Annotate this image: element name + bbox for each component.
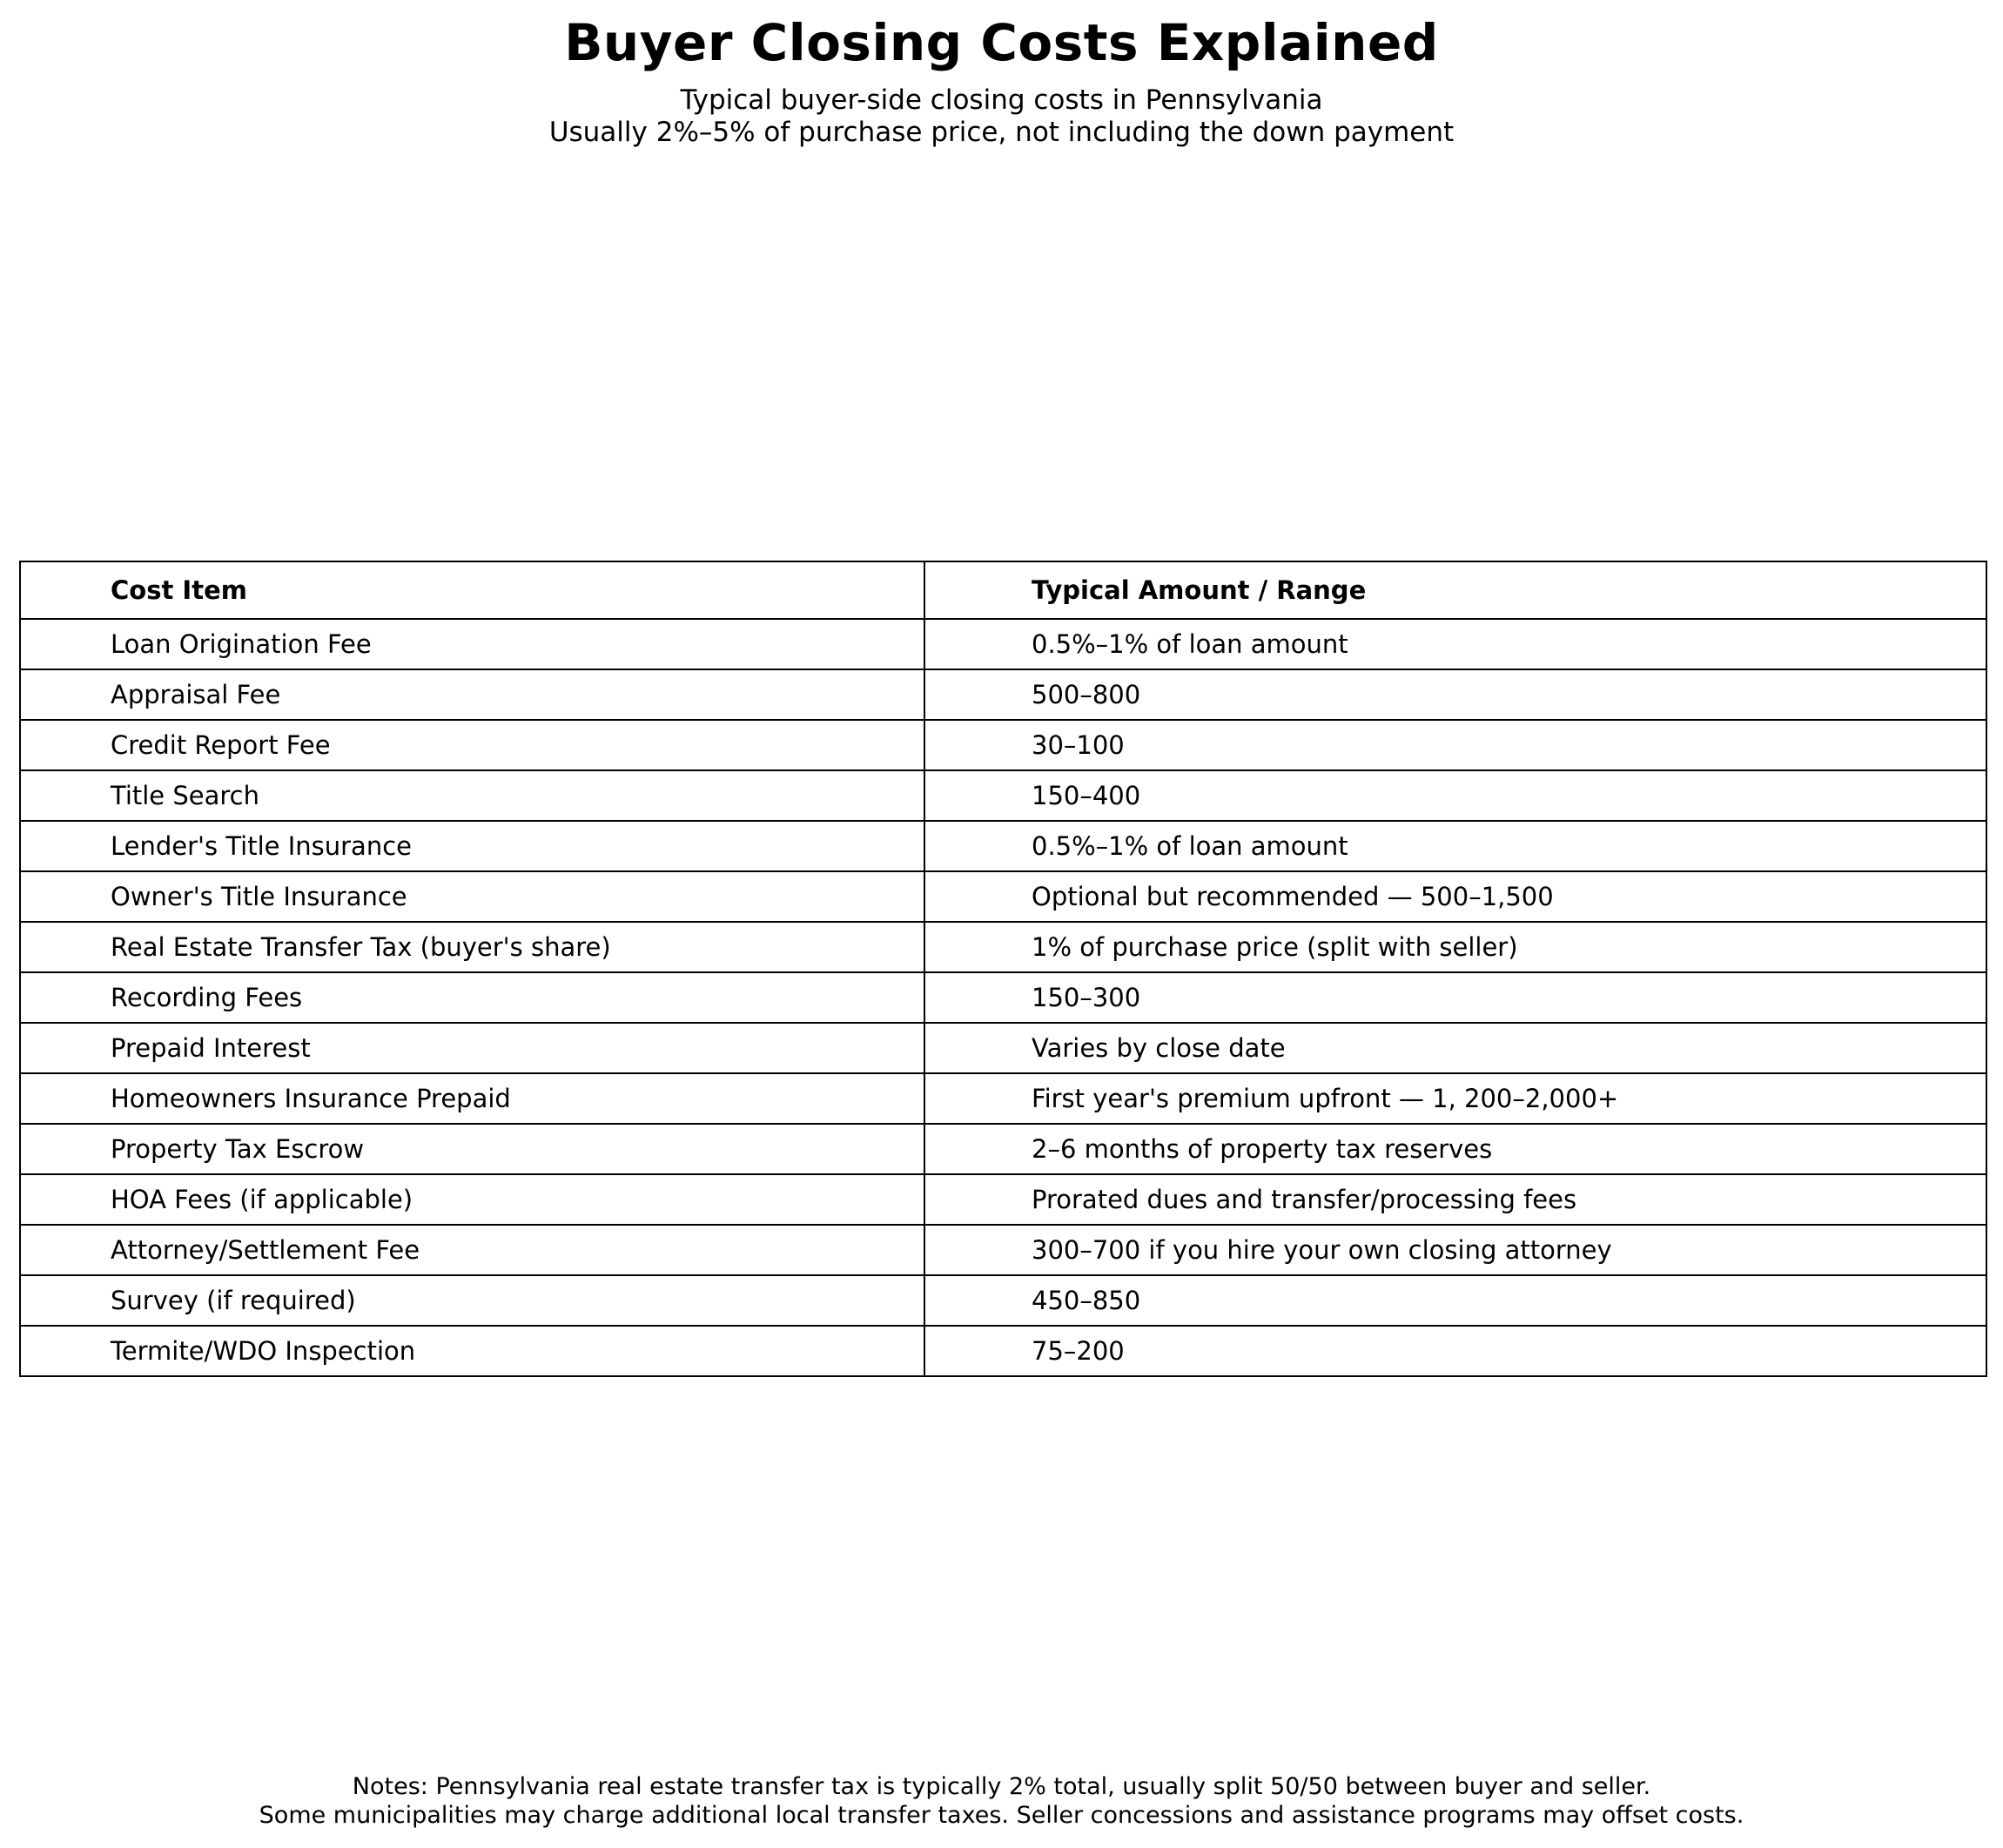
cost-item-cell: Lender's Title Insurance: [20, 821, 924, 871]
typical-amount-cell: 500–800: [924, 669, 1986, 720]
table-row: [20, 770, 1986, 821]
cost-item-cell: Credit Report Fee: [20, 720, 924, 770]
typical-amount-cell: Prorated dues and transfer/processing fees: [924, 1174, 1986, 1225]
table-row: [20, 1073, 1986, 1124]
table-row: [20, 871, 1986, 922]
notes-line-2: Some municipalities may charge additional local transfer taxes. Seller concessions and assistance programs may offset costs.: [259, 1802, 1744, 1829]
typical-amount-cell: 30–100: [924, 720, 1986, 770]
cost-item-cell: Real Estate Transfer Tax (buyer's share): [20, 922, 924, 972]
subtitle-line-2: Usually 2%–5% of purchase price, not including the down payment: [548, 117, 1455, 148]
typical-amount-cell: 2–6 months of property tax reserves: [924, 1124, 1986, 1174]
closing-costs-table: [19, 561, 1987, 1377]
table-row: [20, 821, 1986, 871]
typical-amount-cell: Varies by close date: [924, 1023, 1986, 1073]
cost-item-cell: Title Search: [20, 770, 924, 821]
typical-amount-cell: Optional but recommended — 500–1,500: [924, 871, 1986, 922]
cost-item-cell: Recording Fees: [20, 972, 924, 1023]
cost-item-cell: Prepaid Interest: [20, 1023, 924, 1073]
cost-item-cell: Owner's Title Insurance: [20, 871, 924, 922]
typical-amount-cell: 1% of purchase price (split with seller): [924, 922, 1986, 972]
table-row: [20, 972, 1986, 1023]
cost-item-cell: Homeowners Insurance Prepaid: [20, 1073, 924, 1124]
typical-amount-cell: 75–200: [924, 1326, 1986, 1376]
table-row: [20, 922, 1986, 972]
cost-item-cell: Property Tax Escrow: [20, 1124, 924, 1174]
chart-title: Buyer Closing Costs Explained: [564, 13, 1439, 72]
cost-item-cell: Appraisal Fee: [20, 669, 924, 720]
table-row: [20, 1225, 1986, 1275]
typical-amount-cell: 150–300: [924, 972, 1986, 1023]
table-row: [20, 619, 1986, 669]
cost-item-cell: HOA Fees (if applicable): [20, 1174, 924, 1225]
cost-item-cell: Loan Origination Fee: [20, 619, 924, 669]
typical-amount-cell: First year's premium upfront — 1, 200–2,000+: [924, 1073, 1986, 1124]
subtitle-line-1: Typical buyer-side closing costs in Pennsylvania: [680, 84, 1323, 116]
table-body: [20, 619, 1986, 1376]
header-typical-amount: Typical Amount / Range: [924, 561, 1986, 619]
cost-item-cell: Attorney/Settlement Fee: [20, 1225, 924, 1275]
table-row: [20, 669, 1986, 720]
table-row: [20, 1023, 1986, 1073]
header-row: [20, 561, 1986, 619]
table-row: [20, 1124, 1986, 1174]
cost-item-cell: Termite/WDO Inspection: [20, 1326, 924, 1376]
typical-amount-cell: 0.5%–1% of loan amount: [924, 821, 1986, 871]
table-row: [20, 720, 1986, 770]
table-row: [20, 1326, 1986, 1376]
cost-item-cell: Survey (if required): [20, 1275, 924, 1326]
typical-amount-cell: 450–850: [924, 1275, 1986, 1326]
table-header: [20, 561, 1986, 619]
typical-amount-cell: 0.5%–1% of loan amount: [924, 619, 1986, 669]
typical-amount-cell: 300–700 if you hire your own closing attorney: [924, 1225, 1986, 1275]
table-row: [20, 1275, 1986, 1326]
header-cost-item: Cost Item: [20, 561, 924, 619]
notes-line-1: Notes: Pennsylvania real estate transfer tax is typically 2% total, usually split 50/50 between buyer and seller.: [352, 1773, 1651, 1800]
typical-amount-cell: 150–400: [924, 770, 1986, 821]
table-row: [20, 1174, 1986, 1225]
